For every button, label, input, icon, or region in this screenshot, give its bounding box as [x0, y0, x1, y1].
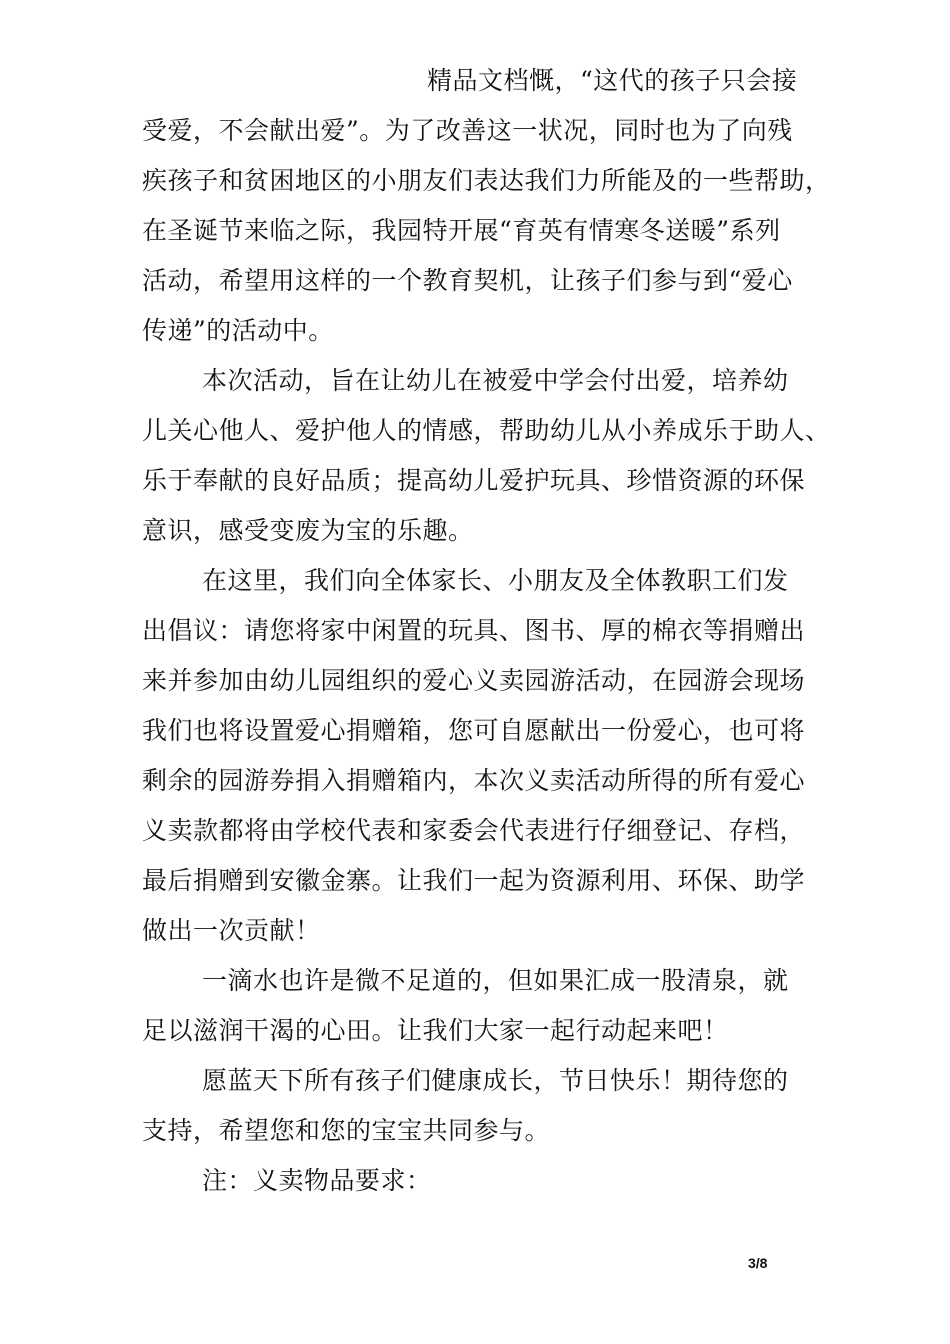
body-text [142, 56, 842, 1206]
text-line: 传递”的活动中。 [142, 316, 334, 345]
text-line: 足以滋润干渴的心田。让我们大家一起行动起来吧！ [142, 1016, 729, 1045]
text-line: 支持，希望您和您的宝宝共同参与。 [142, 1116, 551, 1145]
text-line: 儿关心他人、爱护他人的情感，帮助幼儿从小养成乐于助人、 [142, 416, 831, 445]
paragraph-start-line: 本次活动，旨在让幼儿在被爱中学会付出爱，培养幼 [202, 366, 789, 395]
page-number: 3/8 [748, 1255, 768, 1271]
text-line: 来并参加由幼儿园组织的爱心义卖园游活动，在园游会现场 [142, 666, 806, 695]
text-line: 出倡议：请您将家中闲置的玩具、图书、厚的棉衣等捐赠出 [142, 616, 806, 645]
text-line: 受爱，不会献出爱”。为了改善这一状况，同时也为了向残 [142, 116, 793, 145]
text-line: 乐于奉献的良好品质；提高幼儿爱护玩具、珍惜资源的环保 [142, 466, 806, 495]
text-line: 疾孩子和贫困地区的小朋友们表达我们力所能及的一些帮助， [142, 166, 831, 195]
paragraph-start-line: 愿蓝天下所有孩子们健康成长，节日快乐！期待您的 [202, 1066, 789, 1095]
text-line: 精品文档慨，“这代的孩子只会接 [427, 66, 798, 95]
text-line: 义卖款都将由学校代表和家委会代表进行仔细登记、存档， [142, 816, 806, 845]
text-line: 做出一次贡献！ [142, 916, 321, 945]
text-line: 意识，感受变废为宝的乐趣。 [142, 516, 474, 545]
text-line: 我们也将设置爱心捐赠箱，您可自愿献出一份爱心，也可将 [142, 716, 806, 745]
paragraph-start-line: 在这里，我们向全体家长、小朋友及全体教职工们发 [202, 566, 789, 595]
text-line: 最后捐赠到安徽金寨。让我们一起为资源利用、环保、助学 [142, 866, 806, 895]
text-line: 活动，希望用这样的一个教育契机，让孩子们参与到“爱心 [142, 266, 793, 295]
text-line: 在圣诞节来临之际，我园特开展“育英有情寒冬送暖”系列 [142, 216, 781, 245]
paragraph-start-line: 注：义卖物品要求： [202, 1166, 432, 1195]
paragraph-start-line: 一滴水也许是微不足道的，但如果汇成一股清泉，就 [202, 966, 789, 995]
text-line: 剩余的园游券捐入捐赠箱内，本次义卖活动所得的所有爱心 [142, 766, 806, 795]
